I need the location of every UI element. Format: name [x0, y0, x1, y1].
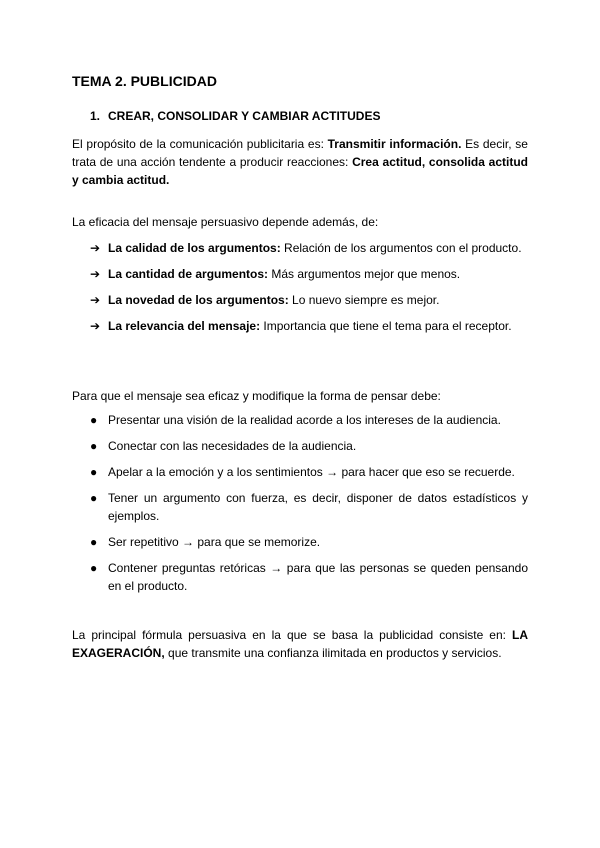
arrow-icon: ➔ — [90, 319, 101, 333]
arrow-item-bold: La relevancia del mensaje: — [108, 319, 261, 333]
intro-paragraph — [72, 135, 528, 189]
section-heading — [90, 109, 380, 123]
bullet-icon: ● — [90, 491, 98, 505]
bullet-list-item — [90, 437, 528, 455]
arrow-list-item — [90, 291, 522, 317]
bullet-list — [90, 411, 528, 603]
bullet-icon: ● — [90, 535, 98, 549]
page-title: TEMA 2. PUBLICIDAD — [72, 73, 217, 89]
arrow-item-bold: La novedad de los argumentos: — [108, 293, 289, 307]
arrow-list-item — [90, 265, 522, 291]
arrow-item-text: Lo nuevo siempre es mejor. — [288, 293, 440, 307]
bullet-icon: ● — [90, 439, 98, 453]
section-heading-text: CREAR, CONSOLIDAR Y CAMBIAR ACTITUDES — [108, 109, 381, 123]
arrow-item-bold: La calidad de los argumentos: — [108, 241, 281, 255]
arrow-item-text: Relación de los argumentos con el producto. — [280, 241, 522, 255]
intro-text-a: El propósito de la comunicación publicitaria es: — [72, 137, 328, 151]
bullet-list-item — [90, 411, 528, 429]
intro-text-b: Es decir, se trata de una acción tendente a producir reacciones: — [72, 137, 528, 169]
conclusion-bold: LA EXAGERACIÓN, — [72, 628, 528, 660]
bullet-list-item — [90, 463, 528, 481]
bullet-list-item — [90, 559, 528, 595]
bullet-list-item — [90, 533, 528, 551]
intro-bold-a: Transmitir información. — [327, 137, 462, 151]
bullet-item-text: Presentar una visión de la realidad acorde a los intereses de la audiencia. — [108, 413, 501, 427]
bullet-icon: ● — [90, 465, 98, 479]
arrow-icon: ➔ — [90, 293, 101, 307]
bullet-list-item — [90, 489, 528, 525]
bullet-item-text: Contener preguntas retóricas → para que las personas se queden pensando en el producto. — [108, 561, 528, 593]
effective-intro: Para que el mensaje sea eficaz y modifique la forma de pensar debe: — [72, 389, 441, 403]
bullet-icon: ● — [90, 413, 98, 427]
bullet-item-text: Ser repetitivo → para que se memorize. — [108, 535, 321, 549]
arrow-item-text: Importancia que tiene el tema para el receptor. — [260, 319, 512, 333]
arrow-item-bold: La cantidad de argumentos: — [108, 267, 269, 281]
efficacy-intro: La eficacia del mensaje persuasivo depende además, de: — [72, 215, 379, 229]
bullet-item-text: Apelar a la emoción y a los sentimientos → para hacer que eso se recuerde. — [108, 465, 515, 479]
arrow-list — [90, 239, 522, 343]
arrow-icon: ➔ — [90, 241, 101, 255]
arrow-item-text: Más argumentos mejor que menos. — [268, 267, 461, 281]
section-number: 1. — [90, 109, 101, 123]
bullet-item-text: Tener un argumento con fuerza, es decir, disponer de datos estadísticos y ejemplos. — [108, 491, 528, 523]
conclusion-text-b: que transmite una confianza ilimitada en productos y servicios. — [164, 646, 502, 660]
intro-bold-b: Crea actitud, consolida actitud y cambia actitud. — [72, 155, 529, 187]
arrow-list-item — [90, 317, 522, 343]
conclusion-text-a: La principal fórmula persuasiva en la que se basa la publicidad consiste en: — [72, 628, 512, 642]
arrow-list-item — [90, 239, 522, 265]
conclusion-paragraph — [72, 626, 528, 662]
bullet-icon: ● — [90, 561, 98, 575]
bullet-item-text: Conectar con las necesidades de la audiencia. — [108, 439, 357, 453]
arrow-icon: ➔ — [90, 267, 101, 281]
